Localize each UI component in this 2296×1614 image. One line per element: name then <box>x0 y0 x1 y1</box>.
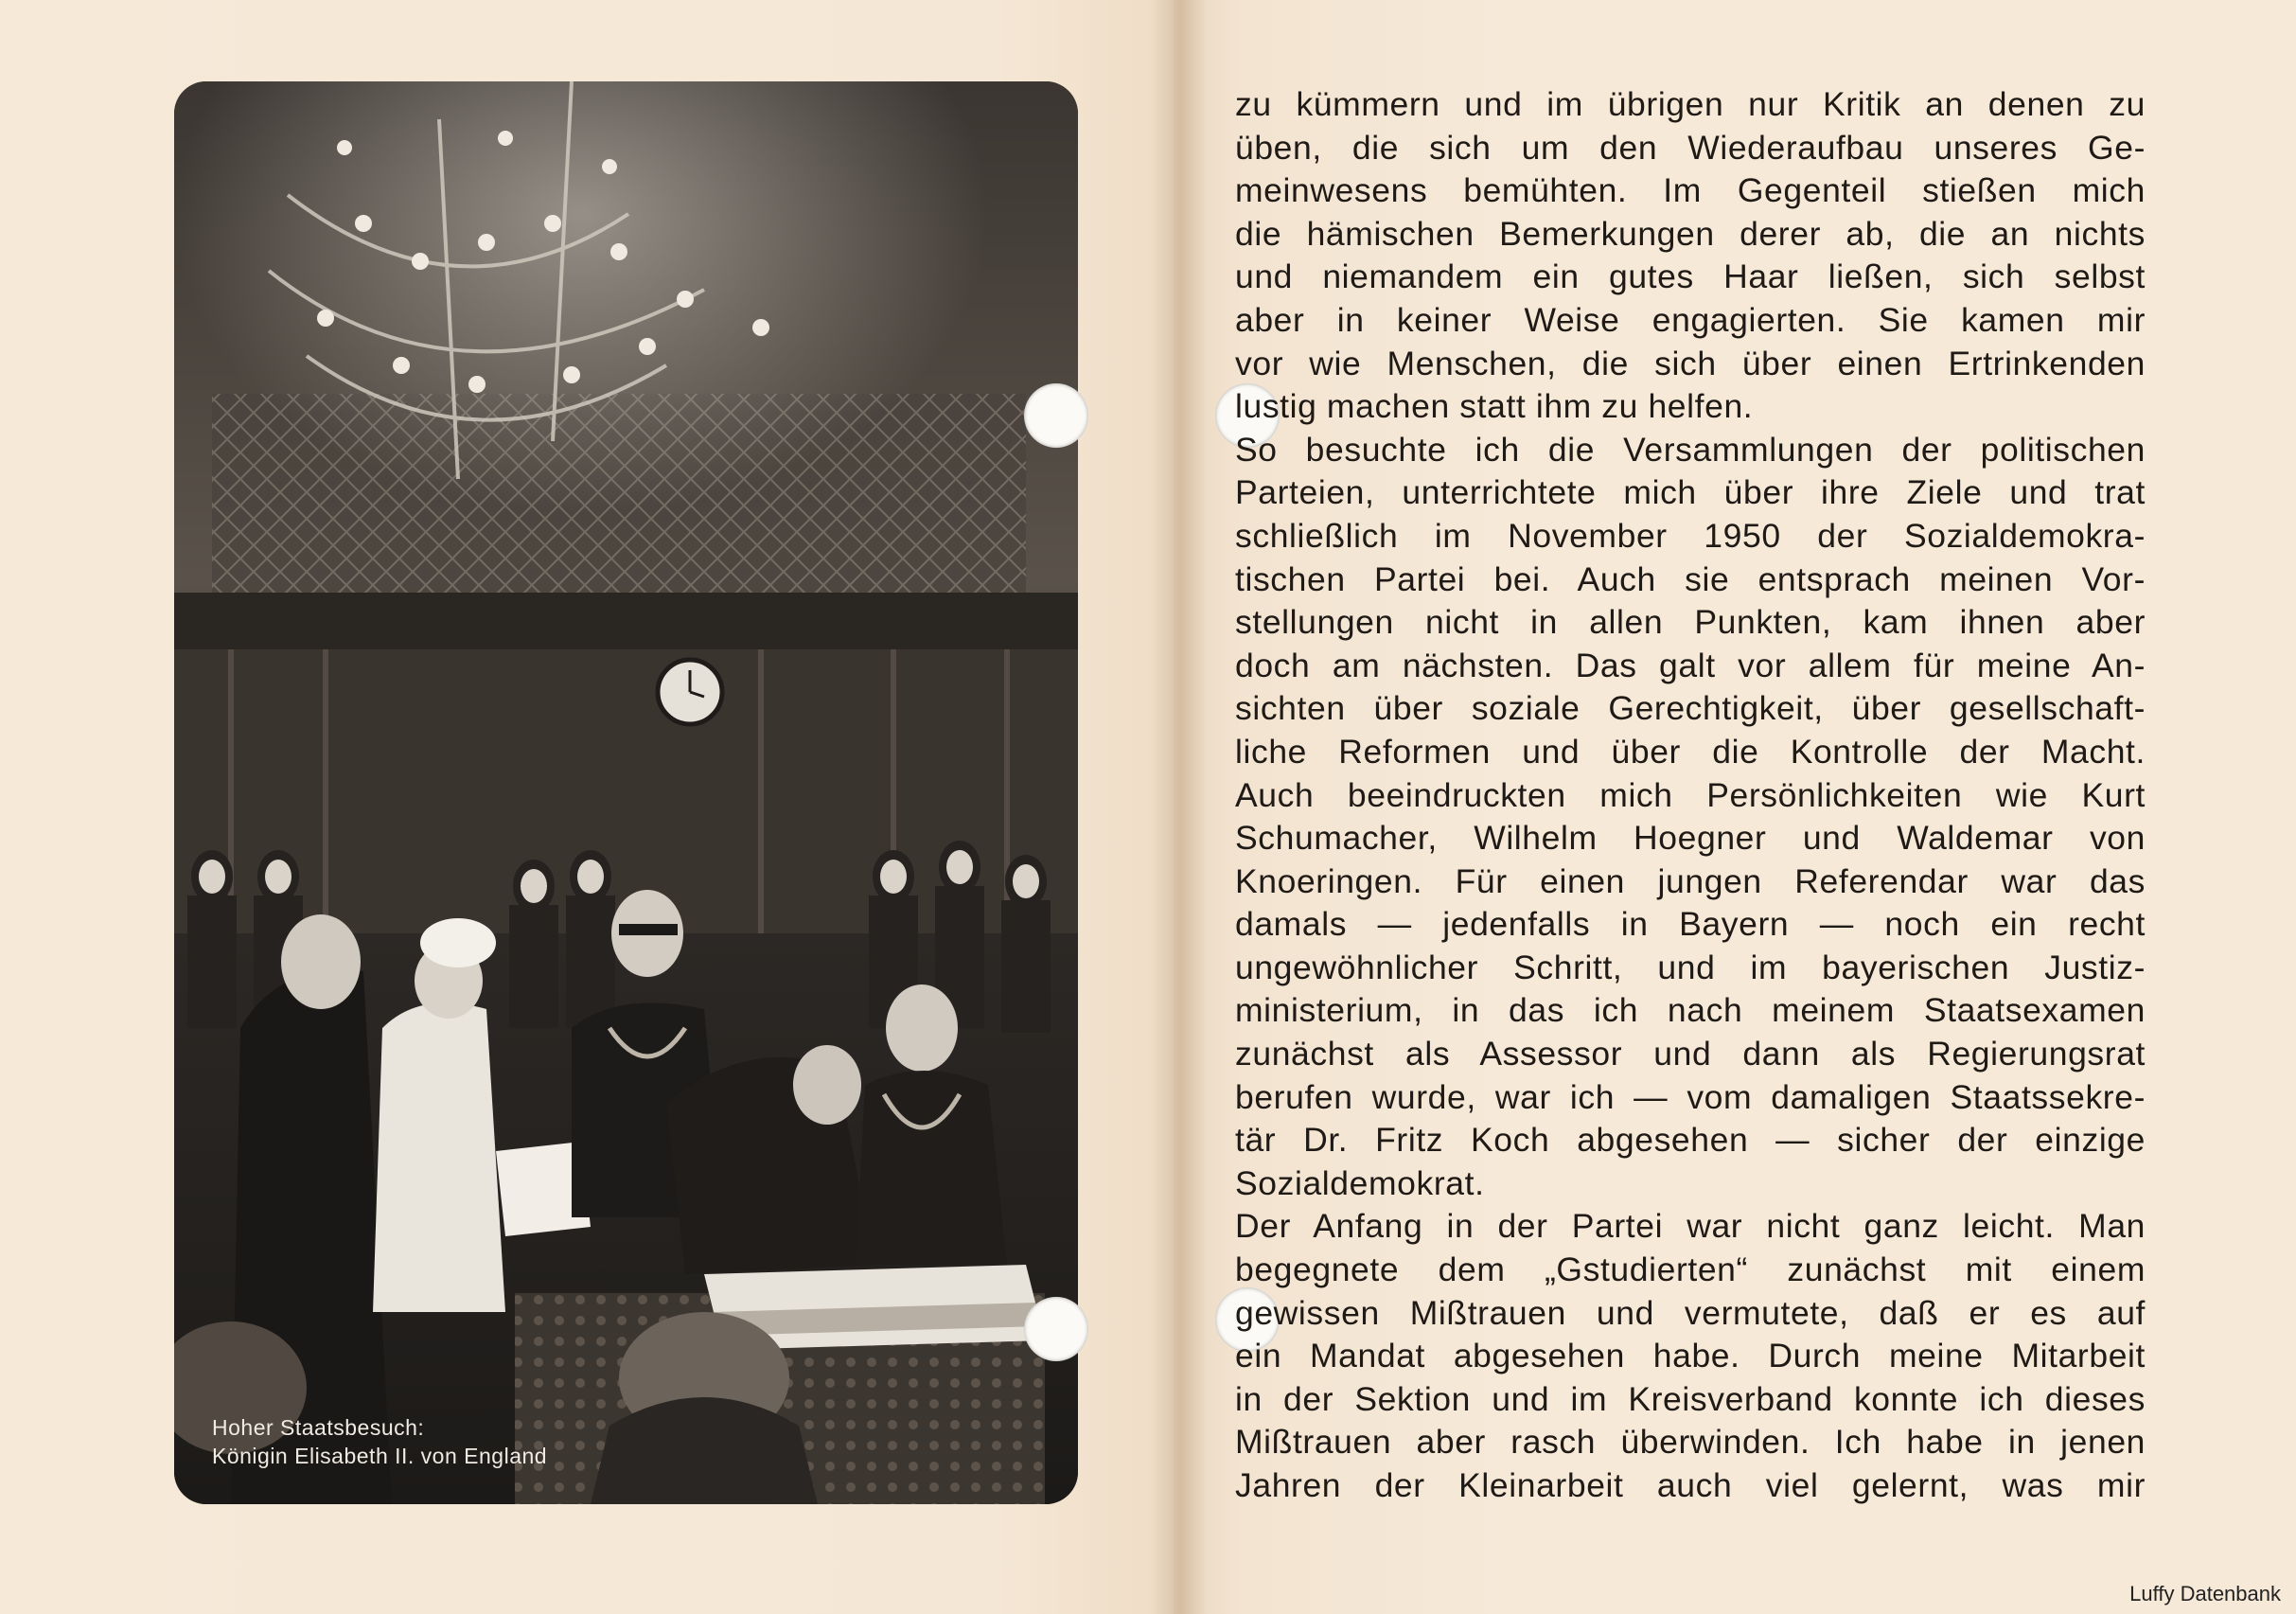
watermark: Luffy Datenbank <box>2129 1582 2281 1605</box>
text-line: die hämischen Bemerkungen derer ab, die an nichts <box>1235 214 2146 253</box>
text-line: Mißtrauen aber rasch überwinden. Ich habe in jenen <box>1235 1423 2146 1462</box>
text-line: tär Dr. Fritz Koch abgesehen — sicher der einzige <box>1235 1121 2146 1160</box>
text-line: stellungen nicht in allen Punkten, kam ihnen aber <box>1235 603 2146 642</box>
text-line: tischen Partei bei. Auch sie entsprach meinen Vor- <box>1235 559 2146 598</box>
text-line: Knoeringen. Für einen jungen Referendar war das <box>1235 861 2146 900</box>
text-line: ein Mandat abgesehen habe. Durch meine Mitarbeit <box>1235 1337 2146 1375</box>
text-line: üben, die sich um den Wiederaufbau unseres Ge- <box>1235 128 2146 167</box>
text-line: schließlich im November 1950 der Sozialdemokra- <box>1235 516 2146 555</box>
text-line: liche Reformen und über die Kontrolle der Macht. <box>1235 732 2146 771</box>
text-line: Schumacher, Wilhelm Hoegner und Waldemar von <box>1235 819 2146 858</box>
book-gutter <box>1150 0 1207 1614</box>
body-text <box>1235 83 2163 1508</box>
text-line: ungewöhnlicher Schritt, und im bayerischen Justiz- <box>1235 948 2146 986</box>
state-visit-photo <box>174 81 1078 1504</box>
caption-line: Königin Elisabeth II. von England <box>212 1444 548 1468</box>
text-line: ministerium, in das ich nach meinem Staatsexamen <box>1235 991 2146 1030</box>
punch-hole <box>1024 383 1088 448</box>
text-line: gewissen Mißtrauen und vermutete, daß er es auf <box>1235 1293 2146 1332</box>
text-line: berufen wurde, war ich — vom damaligen Staatssekre- <box>1235 1077 2146 1116</box>
text-line: in der Sektion und im Kreisverband konnte ich dieses <box>1235 1379 2146 1418</box>
photo-caption <box>212 1413 547 1470</box>
text-line: doch am nächsten. Das galt vor allem für meine An- <box>1235 646 2146 684</box>
text-line: Auch beeindruckten mich Persönlichkeiten wie Kurt <box>1235 775 2146 814</box>
text-line: damals — jedenfalls in Bayern — noch ein recht <box>1235 905 2146 944</box>
text-line: vor wie Menschen, die sich über einen Ertrinkenden <box>1235 344 2146 382</box>
text-line: lustig machen statt ihm zu helfen. <box>1235 387 1754 426</box>
text-line: So besuchte ich die Versammlungen der politischen <box>1235 430 2146 469</box>
text-line: Parteien, unterrichtete mich über ihre Ziele und trat <box>1235 473 2146 512</box>
text-line: begegnete dem „Gstudierten“ zunächst mit einem <box>1235 1250 2146 1289</box>
text-line: zu kümmern und im übrigen nur Kritik an denen zu <box>1235 85 2146 123</box>
text-line: und niemandem ein gutes Haar ließen, sich selbst <box>1235 257 2146 296</box>
text-line: Jahren der Kleinarbeit auch viel gelernt, was mir <box>1235 1466 2146 1504</box>
text-line: Der Anfang in der Partei war nicht ganz leicht. Man <box>1235 1207 2146 1246</box>
text-line: Sozialdemokrat. <box>1235 1163 1485 1202</box>
caption-line: Hoher Staatsbesuch: <box>212 1415 425 1440</box>
text-line: zunächst als Assessor und dann als Regierungsrat <box>1235 1035 2146 1073</box>
text-line: sichten über soziale Gerechtigkeit, über gesellschaft- <box>1235 689 2146 728</box>
punch-hole <box>1024 1297 1088 1361</box>
photo-illustration <box>174 81 1078 1504</box>
text-line: aber in keiner Weise engagierten. Sie kamen mir <box>1235 300 2146 339</box>
text-line: meinwesens bemühten. Im Gegenteil stießen mich <box>1235 171 2146 210</box>
